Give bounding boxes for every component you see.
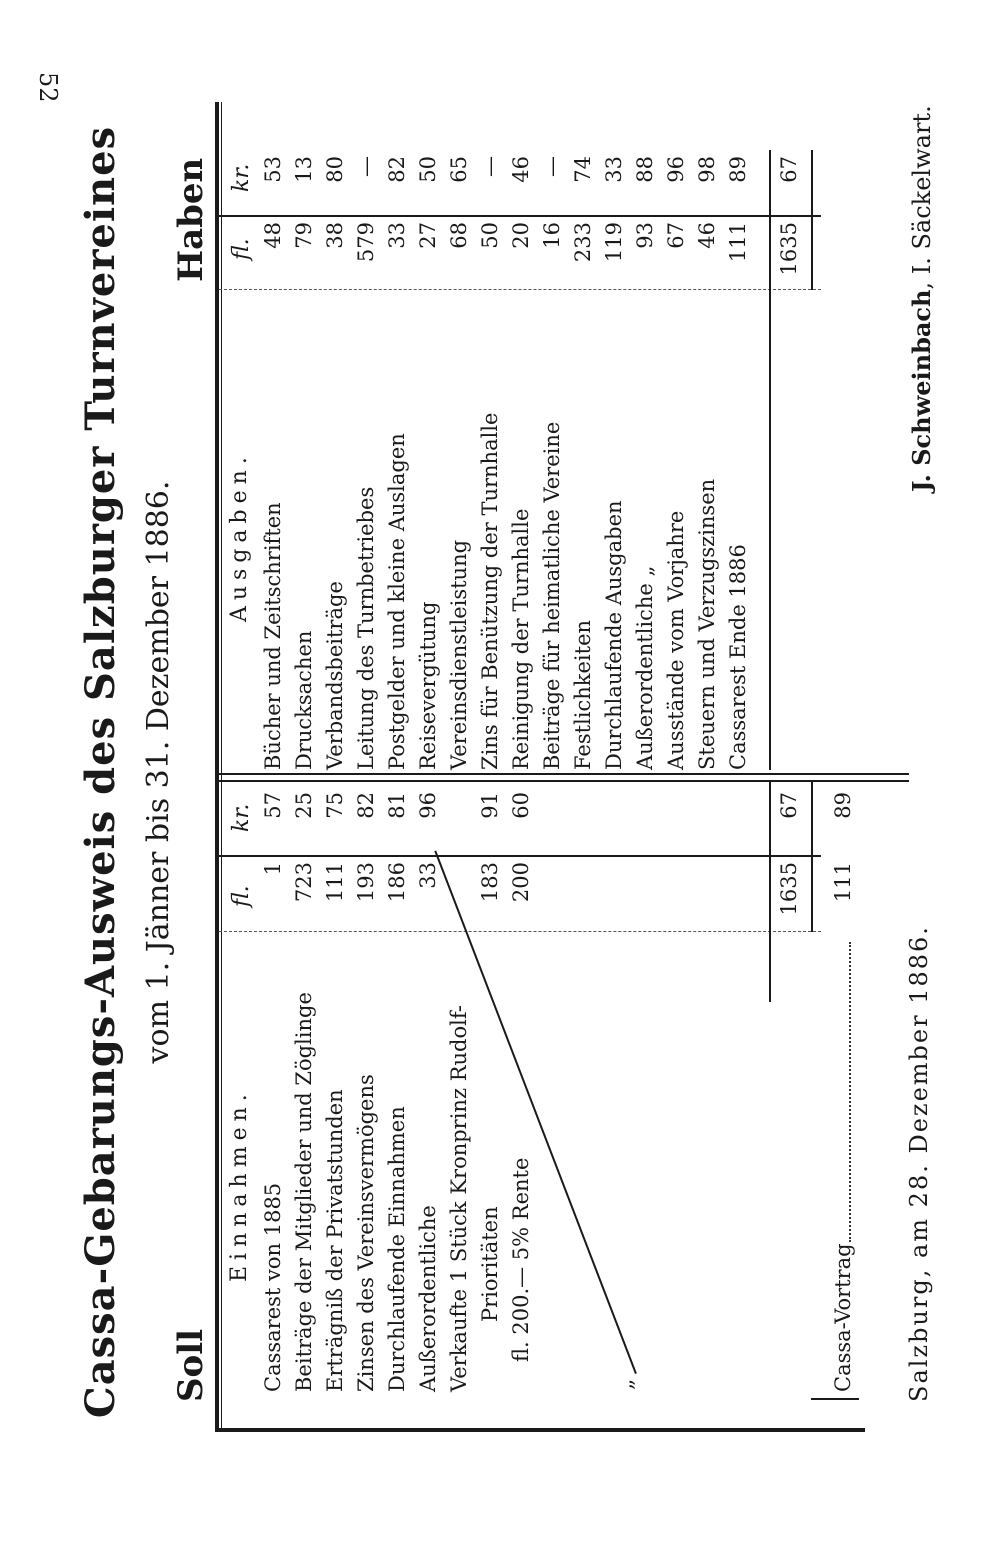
soll-row-fl: 1 — [261, 862, 285, 876]
haben-row — [571, 300, 603, 770]
soll-ditto-mark: „ — [613, 1378, 638, 1390]
soll-row-label: Cassarest von 1885 — [261, 1182, 285, 1392]
soll-row-fl: 111 — [323, 862, 347, 903]
soll-row — [478, 942, 510, 1392]
soll-row-kr: 57 — [261, 792, 285, 819]
soll-label: Soll — [171, 1328, 211, 1402]
soll-row-label: Verkaufte 1 Stück Kronprinz Rudolf- — [447, 1005, 471, 1392]
soll-row-fl: 33 — [416, 862, 440, 889]
soll-row-kr: 75 — [323, 792, 347, 819]
haben-row-kr: — — [478, 156, 502, 177]
haben-row-kr: 98 — [695, 156, 719, 183]
haben-row — [416, 300, 448, 770]
haben-row-label: Außerordentliche „ — [633, 565, 657, 770]
top-rule — [215, 102, 219, 1432]
soll-row-label: Außerordentliche — [416, 1205, 440, 1392]
haben-row-fl: 46 — [695, 222, 719, 249]
haben-row — [447, 300, 479, 770]
haben-row — [261, 300, 293, 770]
haben-row — [292, 300, 324, 770]
haben-row-kr: 80 — [323, 156, 347, 183]
haben-row — [726, 300, 758, 770]
haben-row — [385, 300, 417, 770]
footer-place-date: Salzburg, am 28. Dezember 1886. — [905, 925, 933, 1402]
haben-row-fl: 67 — [664, 222, 688, 249]
haben-row-label: Zins für Benützung der Turnhalle — [478, 412, 502, 770]
haben-row-fl: 233 — [571, 222, 595, 263]
soll-row-fl: 200 — [509, 862, 533, 903]
top-rule-thin — [221, 102, 222, 1432]
haben-row-fl: 33 — [385, 222, 409, 249]
soll-row-fl: 723 — [292, 862, 316, 903]
haben-row-kr: — — [354, 156, 378, 177]
haben-row-label: Festlichkeiten — [571, 619, 595, 770]
soll-row-kr: 60 — [509, 792, 533, 819]
soll-row-kr: 25 — [292, 792, 316, 819]
soll-row — [323, 942, 355, 1392]
haben-row-fl: 27 — [416, 222, 440, 249]
haben-row — [664, 300, 696, 770]
haben-row-label: Leitung des Turnbetriebes — [354, 486, 378, 770]
haben-row-label: Steuern und Verzugszinsen — [695, 478, 719, 770]
haben-row-fl: 119 — [602, 222, 626, 263]
haben-row — [323, 300, 355, 770]
haben-row-fl: 16 — [540, 222, 564, 249]
haben-row-fl: 93 — [633, 222, 657, 249]
soll-row-kr: 82 — [354, 792, 378, 819]
haben-row-label: Durchlaufende Ausgaben — [602, 500, 626, 770]
haben-row-kr: 74 — [571, 156, 595, 183]
page-number: 52 — [34, 72, 62, 103]
haben-col-fl: fl. — [229, 238, 254, 260]
haben-row-fl: 50 — [478, 222, 502, 249]
haben-row-fl: 111 — [726, 222, 750, 263]
haben-row-label: Drucksachen — [292, 630, 316, 770]
haben-row-label: Reisevergütung — [416, 601, 440, 770]
ledger-page-rotated — [25, 22, 965, 1522]
soll-row-fl: 186 — [385, 862, 409, 903]
haben-row-kr: 88 — [633, 156, 657, 183]
soll-row-label: Durchlaufende Einnahmen — [385, 1106, 409, 1392]
haben-row-label: Cassarest Ende 1886 — [726, 544, 750, 770]
haben-total-fl: 1635 — [777, 222, 801, 276]
haben-row-kr: — — [540, 156, 564, 177]
haben-row — [478, 300, 510, 770]
haben-row-fl: 20 — [509, 222, 533, 249]
soll-row — [354, 942, 386, 1392]
haben-row — [354, 300, 386, 770]
soll-carry-kr: 89 — [831, 792, 855, 819]
haben-row-kr: 50 — [416, 156, 440, 183]
soll-row-label: Erträgniß der Privatstunden — [323, 1089, 347, 1392]
soll-col-kr: kr. — [229, 803, 254, 832]
haben-row — [540, 300, 572, 770]
soll-row — [261, 942, 293, 1392]
soll-row-fl: 183 — [478, 862, 502, 903]
haben-row-label: Bücher und Zeitschriften — [261, 502, 285, 770]
soll-row-kr: 81 — [385, 792, 409, 819]
soll-row-label: Beiträge der Mitglieder und Zöglinge — [292, 992, 316, 1392]
soll-row-label: fl. 200.— 5% Rente — [509, 1157, 533, 1362]
soll-row — [509, 942, 541, 1392]
soll-total-fl: 1635 — [777, 862, 801, 916]
signatory-name: J. Schweinbach — [907, 289, 936, 492]
soll-row — [416, 942, 448, 1392]
haben-row-label: Beiträge für heimatliche Vereine — [540, 421, 564, 770]
soll-row — [385, 942, 417, 1392]
haben-row — [509, 300, 541, 770]
haben-total-rule — [769, 150, 771, 770]
signatory-role: , I. Säckelwart. — [908, 105, 936, 290]
haben-row-fl: 48 — [261, 222, 285, 249]
haben-row-fl: 68 — [447, 222, 471, 249]
soll-fl-kr-divider — [219, 855, 821, 857]
center-divider — [219, 773, 909, 782]
haben-row-kr: 13 — [292, 156, 316, 183]
haben-row-label: Postgelder und kleine Auslagen — [385, 433, 409, 770]
haben-row — [633, 300, 665, 770]
soll-carry-fl: 111 — [831, 862, 855, 903]
soll-row-kr: 96 — [416, 792, 440, 819]
haben-row-fl: 38 — [323, 222, 347, 249]
haben-row-fl: 579 — [354, 222, 378, 263]
haben-row-kr: 65 — [447, 156, 471, 183]
soll-total-kr: 67 — [777, 792, 801, 819]
row-leader-dots — [849, 942, 851, 1242]
soll-row-label: Zinsen des Vereinsvermögens — [354, 1074, 378, 1392]
haben-label: Haben — [171, 157, 211, 282]
haben-row-kr: 33 — [602, 156, 626, 183]
soll-row — [447, 942, 479, 1392]
page-title: Cassa-Gebarungs-Ausweis des Salzburger Turnvereines — [77, 125, 124, 1419]
soll-row-kr: 91 — [478, 792, 502, 819]
bottom-rule — [215, 1428, 865, 1432]
haben-row-label: Verbandsbeiträge — [323, 581, 347, 770]
haben-heading: Ausgaben. — [227, 451, 252, 622]
haben-row-label: Ausstände vom Vorjahre — [664, 510, 688, 770]
haben-row-kr: 82 — [385, 156, 409, 183]
haben-amount-divider — [219, 289, 821, 290]
haben-row-label: Vereinsdienstleistung — [447, 539, 471, 770]
haben-row-kr: 89 — [726, 156, 750, 183]
haben-row-label: Reinigung der Turnhalle — [509, 508, 533, 770]
soll-col-fl: fl. — [229, 885, 254, 907]
haben-fl-kr-divider — [219, 215, 821, 217]
haben-row — [695, 300, 727, 770]
haben-total-rule-under — [811, 150, 813, 290]
soll-total-rule-under — [811, 782, 813, 932]
footer-signature — [907, 105, 936, 492]
haben-row — [602, 300, 634, 770]
soll-amount-divider — [219, 931, 821, 932]
soll-carry-label: Cassa-Vortrag — [831, 1243, 855, 1392]
page-subtitle: vom 1. Jänner bis 31. Dezember 1886. — [141, 480, 176, 1064]
haben-row-kr: 96 — [664, 156, 688, 183]
soll-row-fl: 193 — [354, 862, 378, 903]
haben-col-kr: kr. — [229, 163, 254, 192]
soll-heading: Einnahmen. — [227, 1088, 252, 1282]
soll-carry-side-rule — [811, 1398, 859, 1400]
soll-row — [292, 942, 324, 1392]
soll-row-label: Prioritäten — [478, 1206, 502, 1322]
haben-row-fl: 79 — [292, 222, 316, 249]
haben-row-kr: 46 — [509, 156, 533, 183]
haben-total-kr: 67 — [777, 156, 801, 183]
soll-total-rule — [769, 782, 771, 1002]
haben-row-kr: 53 — [261, 156, 285, 183]
